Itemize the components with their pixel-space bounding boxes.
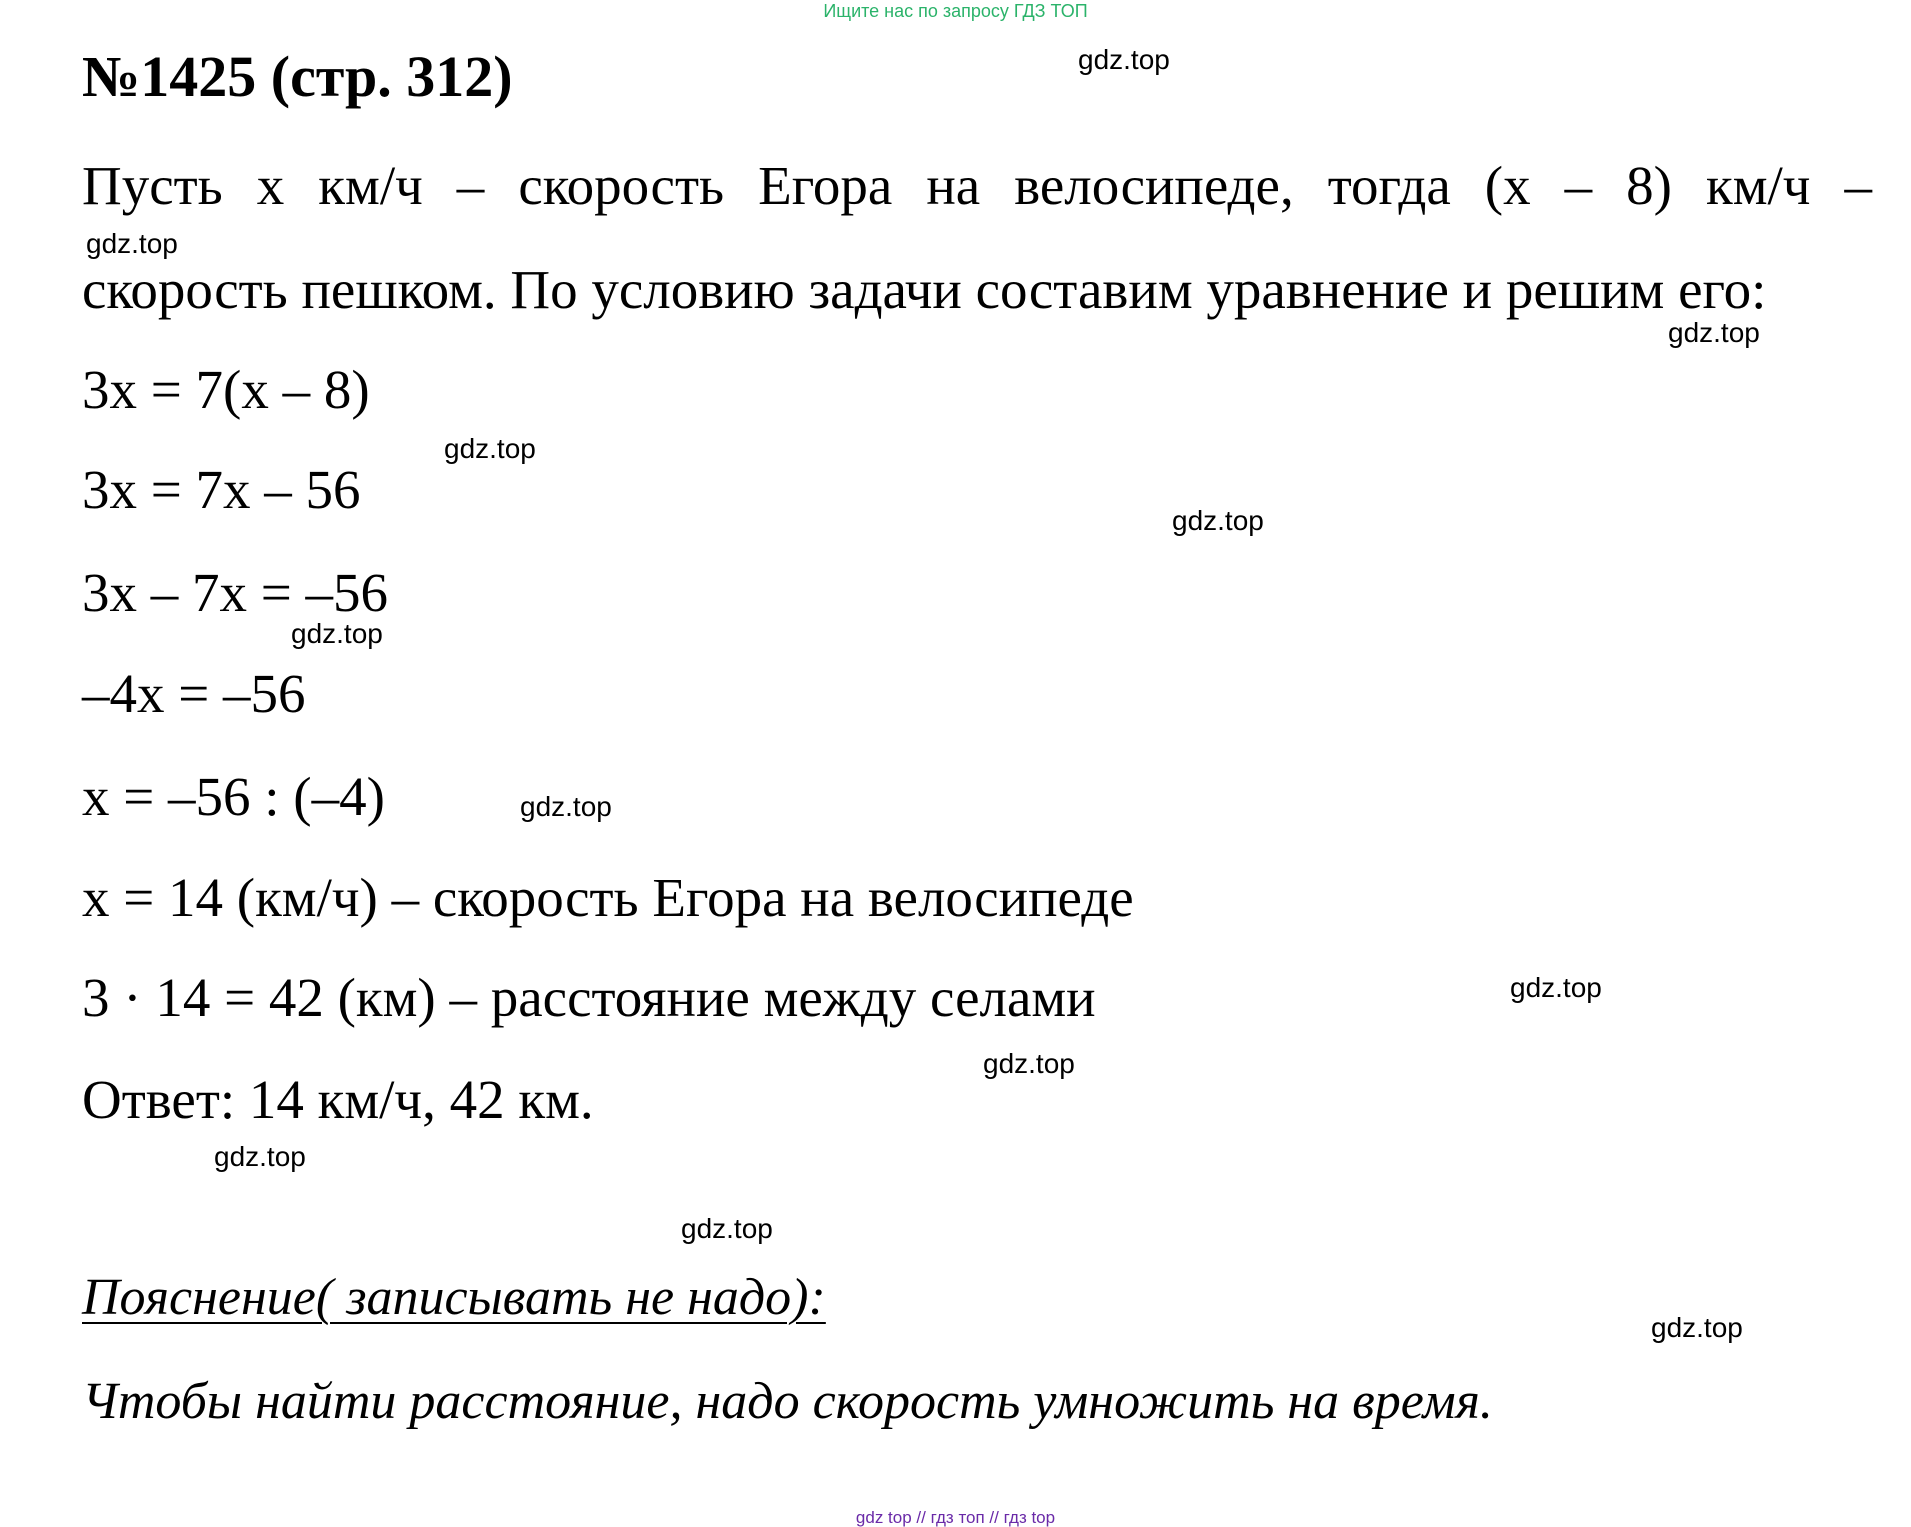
watermark: gdz.top: [983, 1048, 1075, 1079]
equation-line-3: 3х – 7х = –56: [82, 562, 389, 623]
explanation-heading: Пояснение( записывать не надо):: [82, 1269, 826, 1326]
intro-line-2: скорость пешком. По условию задачи составим уравнение и решим его:: [82, 259, 1767, 320]
watermark: gdz.top: [291, 618, 383, 649]
watermark: gdz.top: [444, 433, 536, 464]
watermark: gdz.top: [1078, 44, 1170, 75]
equation-line-1: 3х = 7(х – 8): [82, 359, 370, 420]
distance-result-line: 3 · 14 = 42 (км) – расстояние между селами: [82, 967, 1096, 1028]
watermark: gdz.top: [1510, 972, 1602, 1003]
answer-line: Ответ: 14 км/ч, 42 км.: [82, 1069, 594, 1130]
explanation-text: Чтобы найти расстояние, надо скорость умножить на время.: [82, 1373, 1493, 1430]
watermark: gdz.top: [1651, 1312, 1743, 1343]
intro-line-1: Пусть х км/ч – скорость Егора на велосипеде, тогда (х – 8) км/ч –: [82, 155, 1872, 216]
problem-title: №1425 (стр. 312): [82, 44, 513, 109]
speed-result-line: х = 14 (км/ч) – скорость Егора на велосипеде: [82, 867, 1134, 928]
watermark: gdz.top: [520, 791, 612, 822]
equation-line-5: х = –56 : (–4): [82, 766, 385, 827]
equation-line-2: 3х = 7х – 56: [82, 459, 361, 520]
watermark: gdz.top: [86, 228, 178, 259]
equation-line-4: –4х = –56: [82, 663, 306, 724]
watermark: gdz.top: [1172, 505, 1264, 536]
watermark: gdz.top: [681, 1213, 773, 1244]
watermark: gdz.top: [1668, 317, 1760, 348]
footer: gdz top // гдз топ // гдз top: [855, 1508, 1056, 1527]
top-banner: Ищите нас по запросу ГДЗ ТОП: [823, 1, 1088, 21]
watermark: gdz.top: [214, 1141, 306, 1172]
